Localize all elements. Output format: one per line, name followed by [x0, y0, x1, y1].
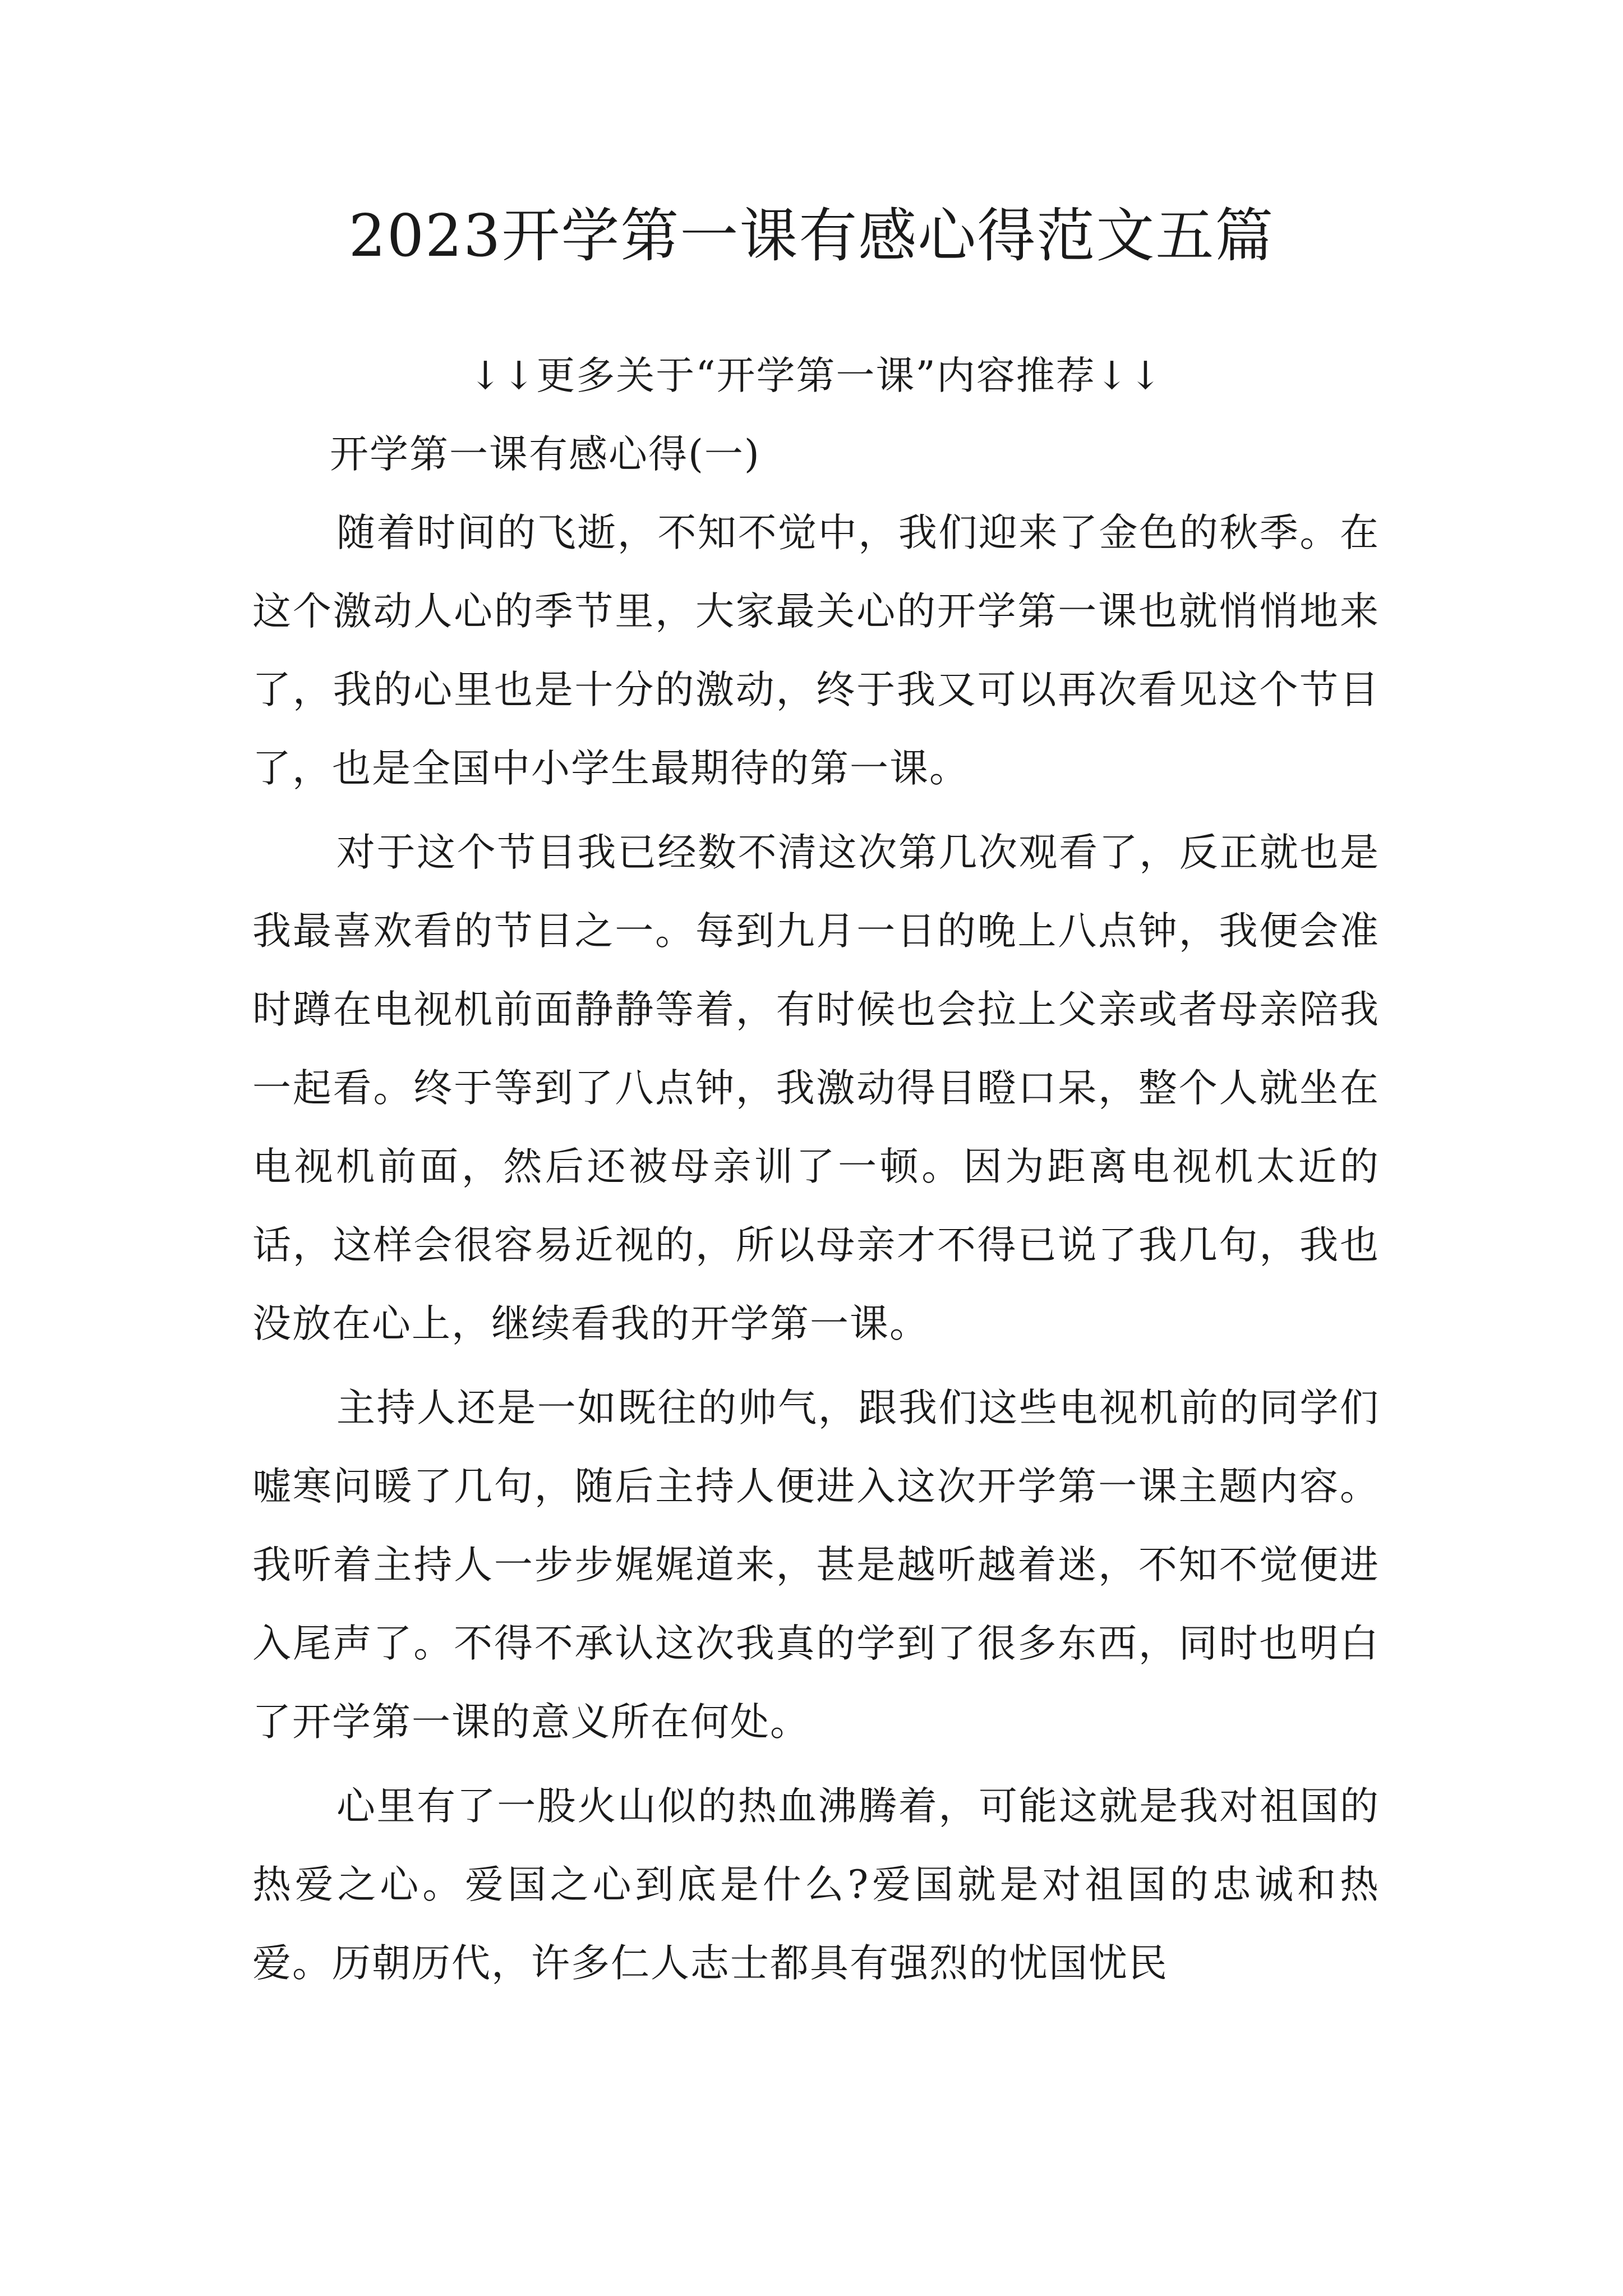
- paragraph: 心里有了一股火山似的热血沸腾着，可能这就是我对祖国的热爱之心。爱国之心到底是什么?爱国就是对祖国的忠诚和热爱。历朝历代，许多仁人志士都具有强烈的忧国忧民: [252, 1784, 1380, 1986]
- paragraph: 随着时间的飞逝，不知不觉中，我们迎来了金色的秋季。在这个激动人心的季节里，大家最关心的开学第一课也就悄悄地来了，我的心里也是十分的激动，终于我又可以再次看见这个节目了，也是全国中小学生最期待的第一课。: [252, 510, 1380, 791]
- recommendation-link[interactable]: ↓↓更多关于“开学第一课”内容推荐↓↓: [469, 353, 1163, 398]
- section-heading: 开学第一课有感心得(一): [330, 432, 760, 477]
- paragraph: 主持人还是一如既往的帅气，跟我们这些电视机前的同学们嘘寒问暖了几句，随后主持人便进入这次开学第一课主题内容。我听着主持人一步步娓娓道来，甚是越听越着迷，不知不觉便进入尾声了。不得不承认这次我真的学到了很多东西，同时也明白了开学第一课的意义所在何处。: [252, 1386, 1380, 1745]
- document-body: [252, 337, 1380, 2003]
- paragraph: 对于这个节目我已经数不清这次第几次观看了，反正就也是我最喜欢看的节目之一。每到九月一日的晚上八点钟，我便会准时蹲在电视机前面静静等着，有时候也会拉上父亲或者母亲陪我一起看。终于等到了八点钟，我激动得目瞪口呆，整个人就坐在电视机前面，然后还被母亲训了一顿。因为距离电视机太近的话，这样会很容易近视的，所以母亲才不得已说了我几句，我也没放在心上，继续看我的开学第一课。: [252, 830, 1380, 1346]
- document-title: 2023开学第一课有感心得范文五篇: [348, 201, 1275, 270]
